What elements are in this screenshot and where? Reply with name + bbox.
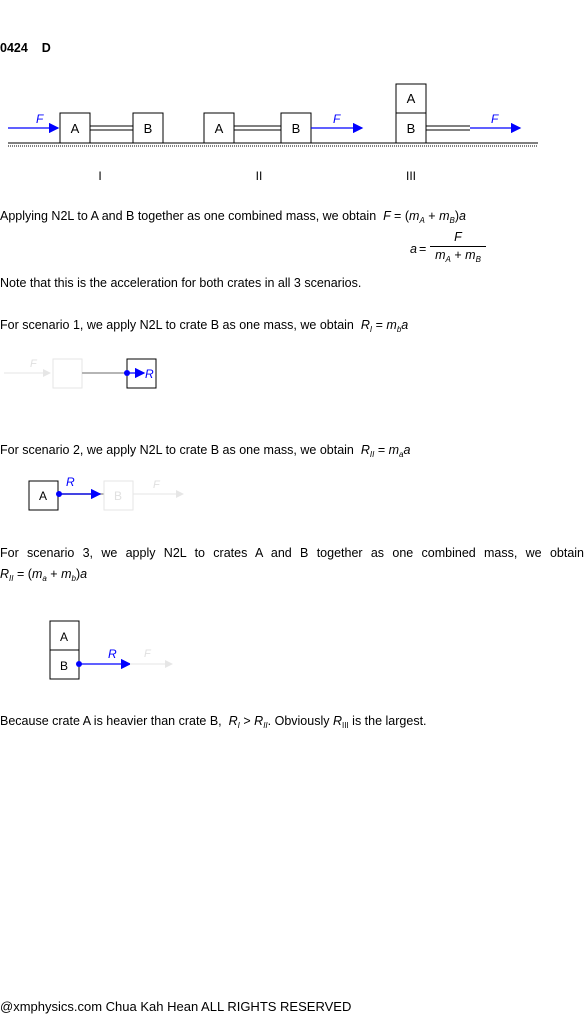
paragraph-combined: Applying N2L to A and B together as one combined mass, we obtain $F = (m_A + m_B)a$ [0, 209, 466, 225]
crate-a-1-label: A [70, 121, 80, 136]
svg-text:B: B [113, 489, 123, 503]
crate-a-3-label: A [406, 91, 416, 106]
crate-b-2-label: B [291, 121, 301, 136]
fbd-scenario-2 [0, 472, 200, 514]
force-label-3: F [491, 112, 499, 126]
crate-a-2-label: A [214, 121, 224, 136]
scenario-label-2: II [255, 169, 263, 183]
scenario-label-1: I [98, 169, 102, 183]
svg-text:F: F [144, 648, 151, 660]
svg-text:B: B [59, 659, 69, 673]
conclusion: Because crate A is heavier than crate B, $R_I > R_{II}$. Obviously $R_{III}$ is the largest. [0, 714, 427, 730]
svg-text:F: F [153, 479, 160, 491]
footer: @xmphysics.com Chua Kah Hean ALL RIGHTS RESERVED [0, 999, 352, 1014]
question-code: 0424 [0, 41, 28, 55]
svg-text:R: R [66, 475, 75, 489]
crate-b-1-label: B [143, 121, 153, 136]
force-label-2: F [333, 112, 341, 126]
header [0, 41, 51, 55]
scenario-1-text: For scenario 1, we apply N2L to crate B as one mass, we obtain $R_I = m_ba$ [0, 318, 409, 334]
svg-text:F: F [30, 358, 37, 370]
scenarios-figure [0, 80, 584, 185]
scenario-2-text: For scenario 2, we apply N2L to crate B as one mass, we obtain $R_{II} = m_aa$ [0, 443, 411, 459]
equation-combined: $F = (m_A + m_B)a$ [383, 209, 466, 225]
crate-b-3-label: B [406, 121, 416, 136]
fbd-scenario-1 [0, 352, 200, 392]
svg-text:A: A [59, 630, 69, 644]
scenario-3-equation: $R_{II} = (m_a + m_b)a$ [0, 567, 88, 583]
scenario-3-text: For scenario 3, we apply N2L to crates A and B together as one combined mass, we obtain [0, 546, 584, 560]
svg-text:R: R [145, 367, 154, 381]
fbd-scenario-3 [0, 618, 200, 684]
svg-text:R: R [108, 647, 117, 661]
answer-letter: D [41, 41, 51, 55]
svg-text:A: A [38, 489, 48, 503]
note: Note that this is the acceleration for both crates in all 3 scenarios. [0, 276, 362, 290]
force-label-1: F [36, 112, 44, 126]
scenario-label-3: III [405, 169, 417, 183]
